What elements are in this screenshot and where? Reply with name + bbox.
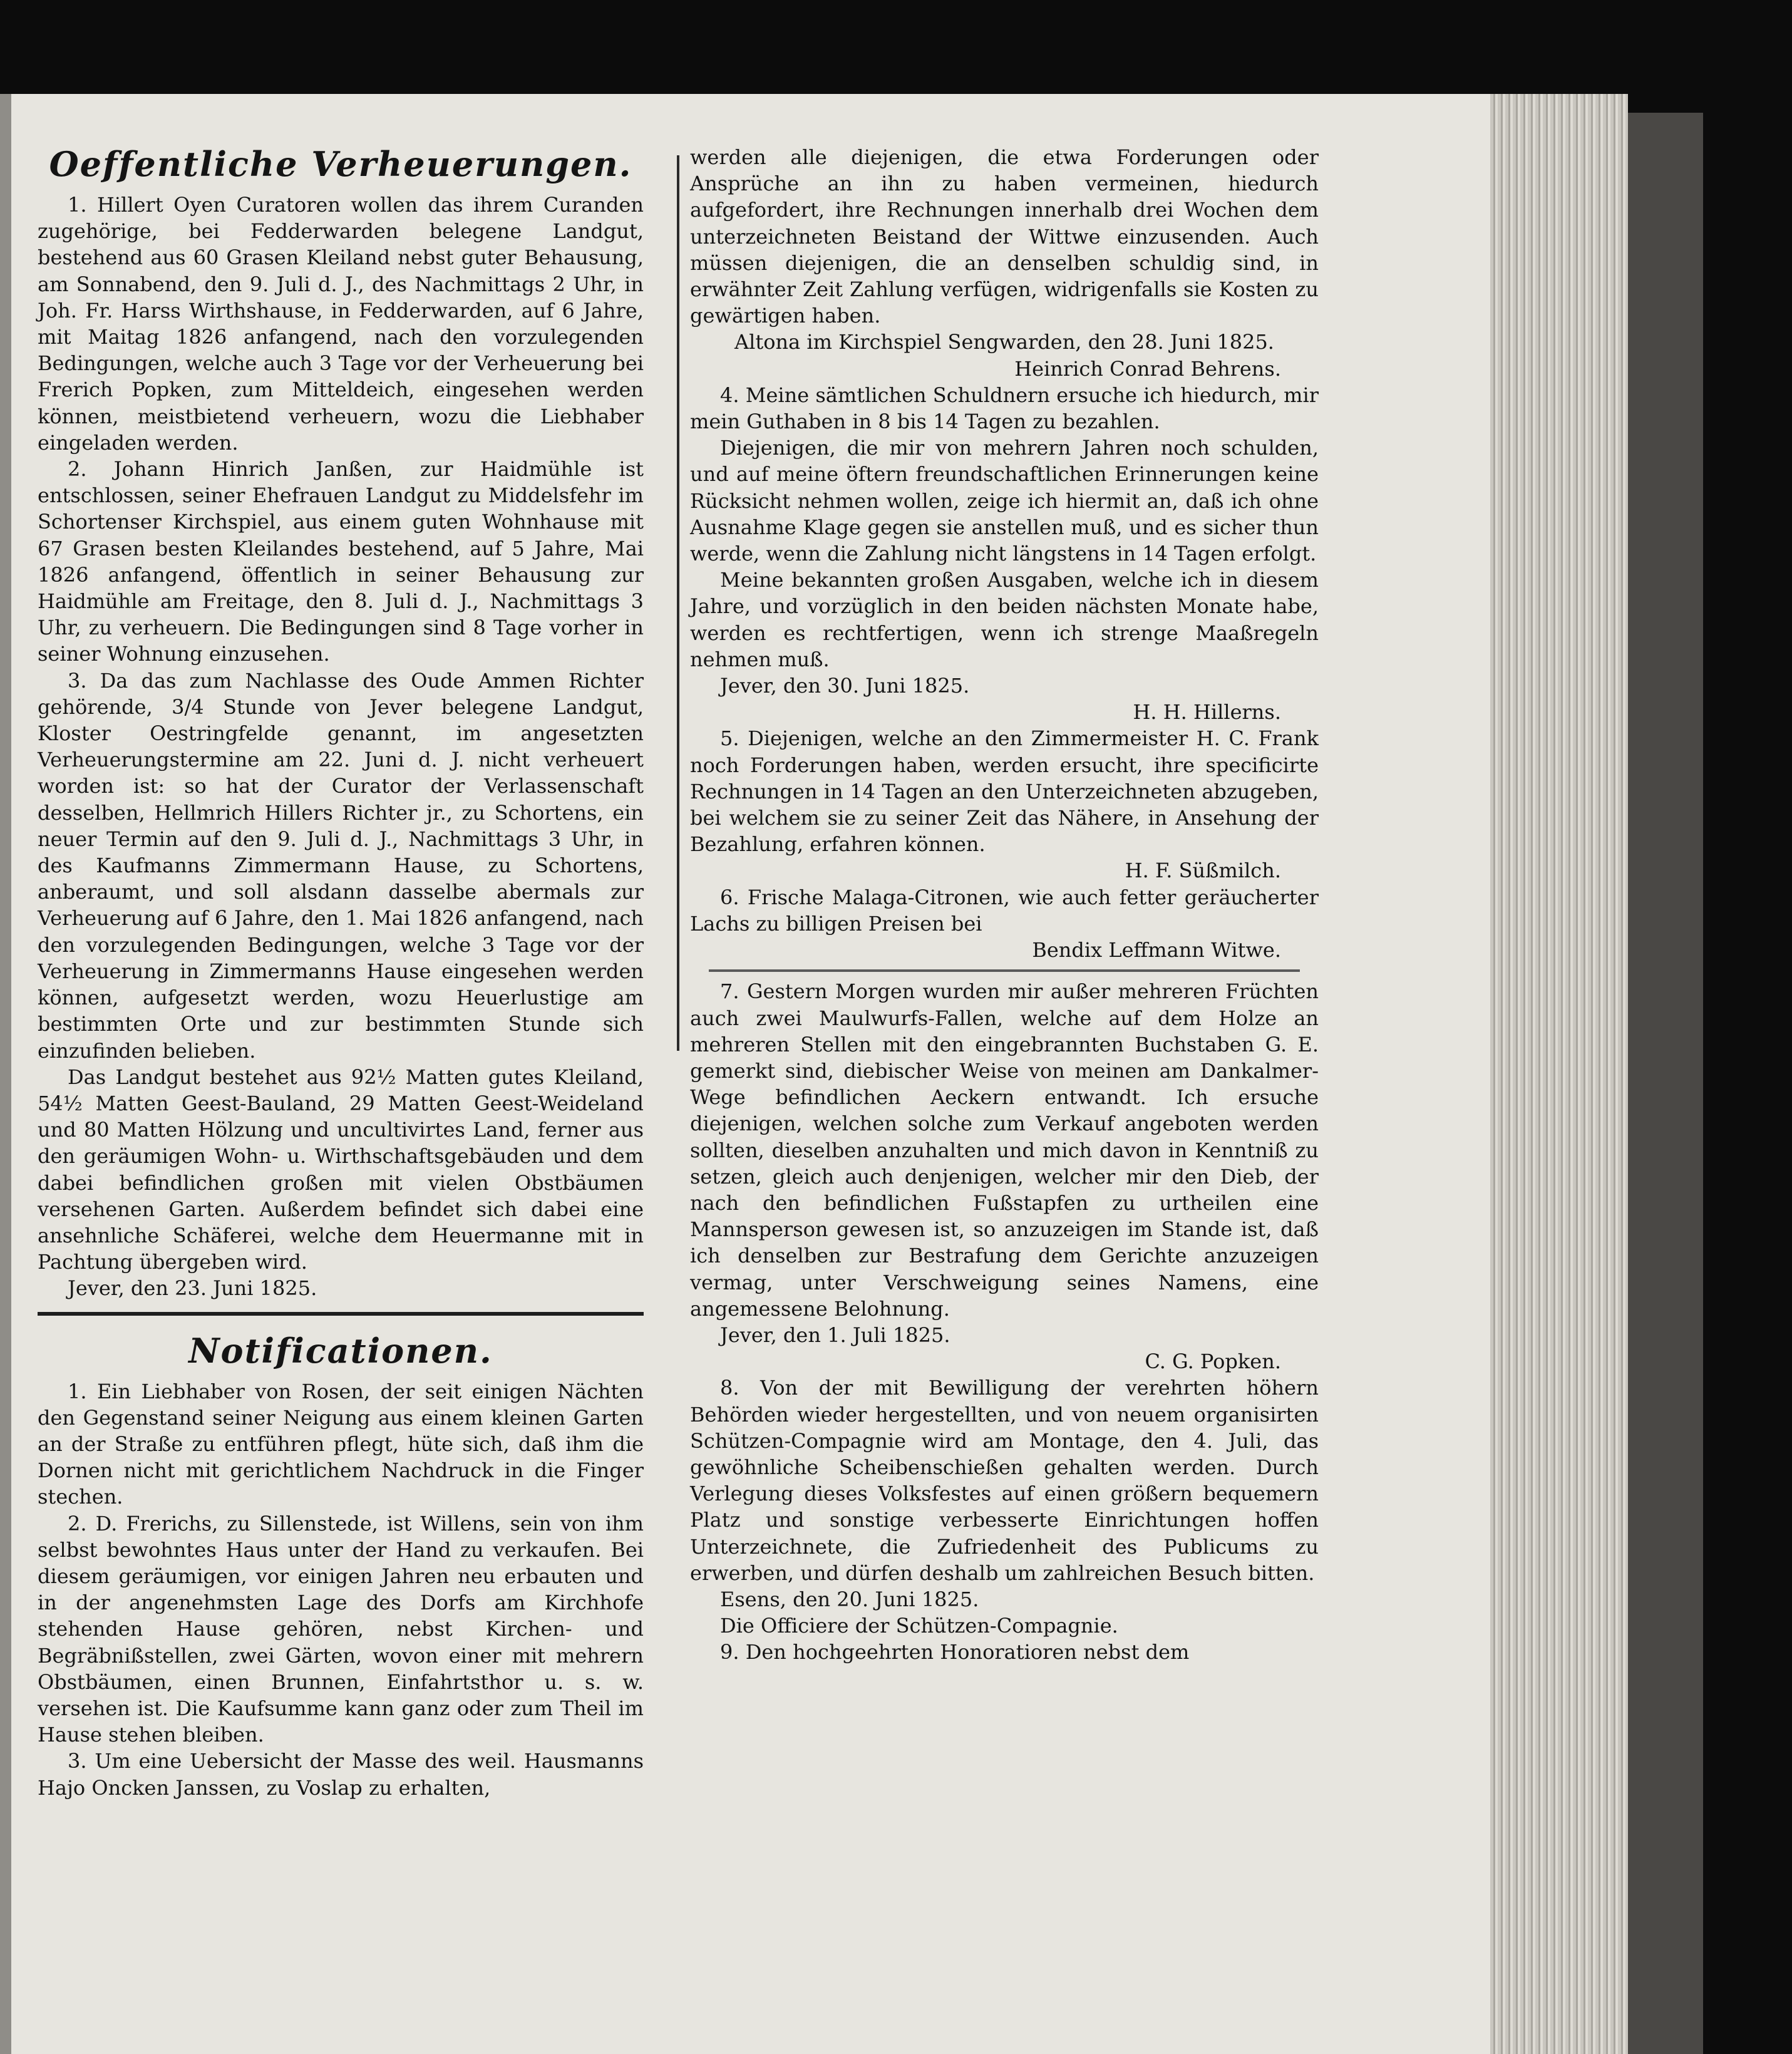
notice-n1: 1. Ein Liebhaber von Rosen, der seit einigen Nächten den Gegenstand seiner Neigung aus einem kleinen Garten an der Straße zu entführen pflegt, hüte sich, daß ihm die Dornen nicht mit gerichtlichem Nachdruck in die Finger stechen. [38,1379,644,1509]
notice-v3: 3. Da das zum Nachlasse des Oude Ammen Richter gehörende, 3/4 Stunde von Jever belegene Landgut, Kloster Oestringfelde genannt, im angesetzten Verheuerungstermine am 22. Juni d. J. nicht verheuert worden ist: so hat der Curator der Verlassenschaft desselben, Hellmrich Hillers Richter jr., zu Schortens, ein neuer Termin auf den 9. Juli d. J., Nachmittags 3 Uhr, in des Kaufmanns Zimmermann Hause, zu Schortens, anberaumt, und soll alsdann dasselbe abermals zur Verheuerung auf 6 Jahre, den 1. Mai 1826 anfangend, nach den vorzulegenden Bedingungen, welche 3 Tage vor der Verheuerung in Zimmermanns Hause eingesehen werden können, aufgesetzt werden, wozu Heuerlustige am bestimmten Orte und zur bestimmten Stunde sich einzufinden belieben. [38,668,644,1063]
notice-rule [709,969,1300,972]
section-rule [38,1312,644,1316]
heading-verheuerungen: Oeffentliche Verheuerungen. [49,144,632,184]
notice-n5-signature: H. F. Süßmilch. [1125,859,1281,883]
right-column [690,144,1319,1666]
heading-notificationen: Notificationen. [188,1330,493,1371]
notice-n6-signature: Bendix Leffmann Witwe. [1032,938,1281,962]
notice-n3-continued: werden alle diejenigen, die etwa Forderungen oder Ansprüche an ihn zu haben vermeinen, hiedurch aufgefordert, ihre Rechnungen innerhalb drei Wochen dem unterzeichneten Beistand der Wittwe einzusenden. Auch müssen diejenigen, die an denselben schuldig sind, in erwähnter Zeit Zahlung verfügen, widrigenfalls sie Kosten zu gewärtigen haben. [690,145,1319,328]
notice-n3-date: Altona im Kirchspiel Sengwarden, den 28. Juni 1825. [734,330,1274,354]
notice-n6: 6. Frische Malaga-Citronen, wie auch fetter geräucherter Lachs zu billigen Preisen bei [690,885,1319,936]
notice-n5: 5. Diejenigen, welche an den Zimmermeister H. C. Frank noch Forderungen haben, werden ersucht, ihre specificirte Rechnungen in 14 Tagen an den Unterzeichneten abzugeben, bei welchem sie zu seiner Zeit das Nähere, in Ansehung der Bezahlung, erfahren können. [690,726,1319,857]
notice-n4-signature: H. H. Hillerns. [1133,700,1281,725]
notice-n8-signature: Die Officiere der Schützen-Compagnie. [720,1614,1118,1638]
notice-n4-closing: Meine bekannten großen Ausgaben, welche ich in diesem Jahre, und vorzüglich in den beiden nächsten Monate habe, werden es rechtfertigen, wenn ich strenge Maaßregeln nehmen muß. [690,568,1319,671]
notice-n7-signature: C. G. Popken. [1145,1350,1281,1374]
notice-v2: 2. Johann Hinrich Janßen, zur Haidmühle ist entschlossen, seiner Ehefrauen Landgut zu Middelsfehr im Schortenser Kirchspiel, aus einem guten Wohnhause mit 67 Grasen besten Kleilandes bestehend, auf 5 Jahre, Mai 1826 anfangend, öffentlich in seiner Behausung zur Haidmühle am Freitage, den 8. Juli d. J., Nachmittags 3 Uhr, zu verheuern. Die Bedingungen sind 8 Tage vorher in seiner Wohnung einzusehen. [38,457,644,666]
notice-n9: 9. Den hochgeehrten Honoratioren nebst dem [720,1640,1190,1664]
notice-n8-date: Esens, den 20. Juni 1825. [720,1587,979,1611]
notice-n7: 7. Gestern Morgen wurden mir außer mehreren Früchten auch zwei Maulwurfs-Fallen, welche auf dem Holze an mehreren Stellen mit den eingebrannten Buchstaben G. E. gemerkt sind, diebischer Weise von meinen am Dankalmer-Wege befindlichen Aeckern entwandt. Ich ersuche diejenigen, welchen solche zum Verkauf angeboten werden sollten, dieselben anzuhalten und mich davon in Kenntniß zu setzen, gleich auch denjenigen, welcher mir den Dieb, der nach den befindlichen Fußstapfen zu urtheilen eine Mannsperson gewesen ist, so anzuzeigen im Stande ist, daß ich denselben zur Bestrafung dem Gerichte anzuzeigen vermag, unter Verschweigung seines Namens, eine angemessene Belohnung. [690,979,1319,1321]
notice-n4-body: Diejenigen, die mir von mehrern Jahren noch schulden, und auf meine öftern freundschaftlichen Erinnerungen keine Rücksicht nehmen wollen, zeige ich hiermit an, daß ich ohne Ausnahme Klage gegen sie anstellen muß, und es sicher thun werde, wenn die Zahlung nicht längstens in 14 Tagen erfolgt. [690,436,1319,566]
notice-n4: 4. Meine sämtlichen Schuldnern ersuche ich hiedurch, mir mein Guthaben in 8 bis 14 Tagen zu bezahlen. [690,383,1319,434]
notice-n3-signature: Heinrich Conrad Behrens. [1014,356,1281,381]
left-column [38,144,644,1801]
notice-v1: 1. Hillert Oyen Curatoren wollen das ihrem Curanden zugehörige, bei Fedderwarden belegene Landgut, bestehend aus 60 Grasen Kleiland nebst guter Behausung, am Sonnabend, den 9. Juli d. J., des Nachmittags 2 Uhr, in Joh. Fr. Harss Wirthshause, in Fedderwarden, auf 6 Jahre, mit Maitag 1826 anfangend, nach den vorzulegenden Bedingungen, welche auch 3 Tage vor der Verheuerung bei Frerich Popken, zum Mitteldeich, eingesehen werden können, meistbietend verheuern, wozu die Liebhaber eingeladen werden. [38,193,644,455]
book-gutter [0,94,11,2054]
book-cover-edge [1628,113,1703,2054]
notice-n3: 3. Um eine Uebersicht der Masse des weil. Hausmanns Hajo Oncken Janssen, zu Voslap zu erhalten, [38,1749,644,1800]
notice-n4-date: Jever, den 30. Juni 1825. [720,674,970,698]
notice-n7-date: Jever, den 1. Juli 1825. [720,1323,950,1347]
notice-v3-date: Jever, den 23. Juni 1825. [68,1276,317,1301]
notice-v3-details: Das Landgut bestehet aus 92½ Matten gutes Kleiland, 54½ Matten Geest-Bauland, 29 Matten Geest-Weideland und 80 Matten Hölzung und uncultivirtes Land, ferner aus den geräumigen Wohn- u. Wirthschaftsgebäuden und dem dabei befindlichen großen mit vielen Obstbäumen versehenen Garten. Außerdem befindet sich dabei eine ansehnliche Schäferei, welche dem Heuermanne mit in Pachtung übergeben wird. [38,1065,644,1274]
notice-n2: 2. D. Frerichs, zu Sillenstede, ist Willens, sein von ihm selbst bewohntes Haus unter der Hand zu verkaufen. Bei diesem geräumigen, vor einigen Jahren neu erbauten und in der angenehmsten Lage des Dorfs am Kirchhofe stehenden Hause gehören, nebst Kirchen- und Begräbnißstellen, zwei Gärten, wovon einer mit mehrern Obstbäumen, einen Brunnen, Einfahrtsthor u. s. w. versehen ist. Die Kaufsumme kann ganz oder zum Theil im Hause stehen bleiben. [38,1511,644,1747]
page-edges [1490,94,1628,2054]
notice-n8: 8. Von der mit Bewilligung der verehrten höhern Behörden wieder hergestellten, und von neuem organisirten Schützen-Compagnie wird am Montage, den 4. Juli, das gewöhnliche Scheibenschießen gehalten werden. Durch Verlegung dieses Volksfestes auf einen größern bequemern Platz und sonstige verbesserte Einrichtungen hoffen Unterzeichnete, die Zufriedenheit des Publicums zu erwerben, und dürfen deshalb um zahlreichen Besuch bitten. [690,1376,1319,1585]
column-divider [677,155,679,1051]
